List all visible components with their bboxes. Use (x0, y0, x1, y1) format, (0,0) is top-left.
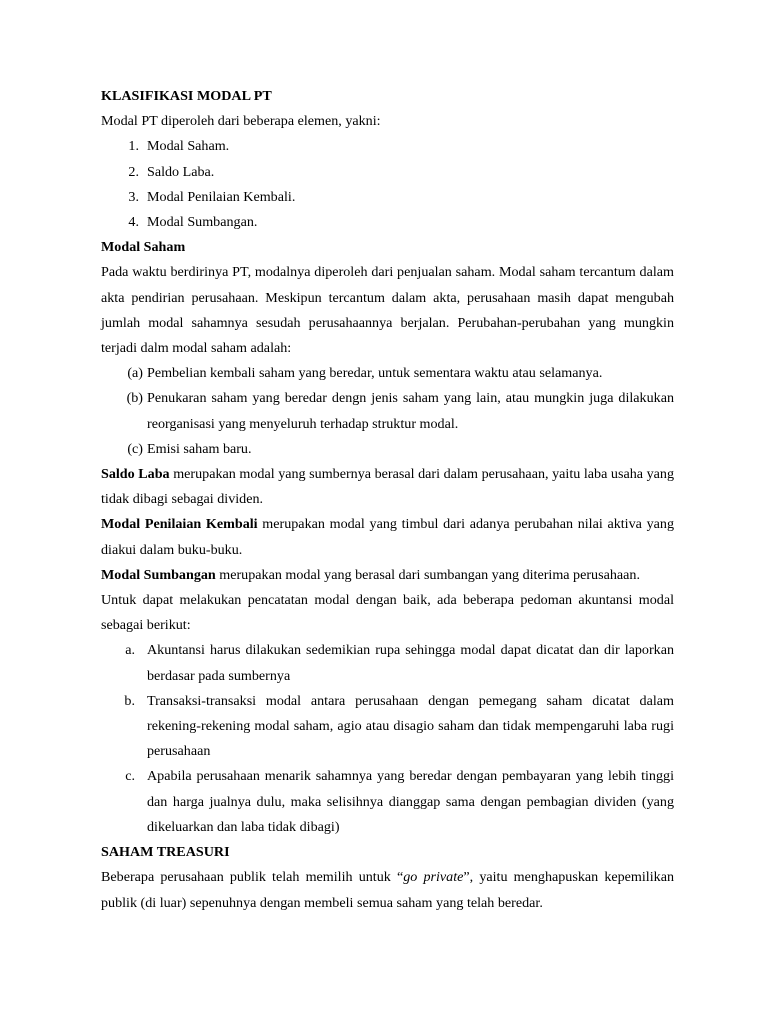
sumbangan-term: Modal Sumbangan (101, 566, 216, 583)
saldo-laba-text: merupakan modal yang sumbernya berasal dari dalam perusahaan, yaitu laba usaha yang tidak dibagi sebagai dividen. (101, 466, 674, 508)
changes-list (101, 361, 674, 462)
penilaian-kembali-text: merupakan modal yang timbul dari adanya perubahan nilai aktiva yang diakui dalam buku-buku. (101, 516, 674, 558)
list-item-text: Saldo Laba. (147, 163, 215, 180)
section-heading-saham-treasuri: SAHAM TREASURI (101, 844, 230, 861)
list-item-number: (a) (127, 365, 143, 382)
list-item-number: 2. (128, 163, 139, 180)
list-item-number: c. (125, 768, 135, 785)
list-item-text: Modal Sumbangan. (147, 214, 258, 231)
saham-treasuri-text-after: ”, yaitu menghapuskan kepemilikan publik (di luar) sepenuhnya dengan membeli semua saham yang telah beredar. (101, 869, 674, 911)
list-item-text: Modal Saham. (147, 138, 230, 155)
elements-list (101, 134, 674, 235)
pedoman-list (101, 638, 674, 840)
saldo-laba-paragraph (101, 462, 674, 512)
list-item-number: 1. (128, 138, 139, 155)
sumbangan-paragraph (101, 563, 674, 588)
saham-treasuri-paragraph (101, 865, 674, 915)
list-item (101, 185, 674, 210)
modal-saham-paragraph: Pada waktu berdirinya PT, modalnya diperoleh dari penjualan saham. Modal saham tercantum dalam akta pendirian perusahaan. Meskipun tercantum dalam akta, perusahaan masih dapat mengubah jumlah modal sahamnya sesudah perusahaannya berjalan. Perubahan-perubahan yang mungkin terjadi dalm modal saham adalah: (101, 264, 674, 357)
list-item-text: Modal Penilaian Kembali. (147, 188, 296, 205)
list-item-number: b. (124, 692, 135, 709)
list-item (101, 764, 674, 840)
list-item-text: Penukaran saham yang beredar dengn jenis saham yang lain, atau mungkin juga dilakukan reorganisasi yang menyeluruh terhadap struktur modal. (147, 390, 674, 432)
document-page (101, 84, 674, 916)
list-item (101, 689, 674, 765)
list-item (101, 437, 674, 462)
list-item-text: Pembelian kembali saham yang beredar, untuk sementara waktu atau selamanya. (147, 365, 603, 382)
saldo-laba-term: Saldo Laba (101, 466, 170, 483)
list-item-text: Transaksi-transaksi modal antara perusahaan dengan pemegang saham dicatat dalam rekening-rekening modal saham, agio atau disagio saham dan tidak mempengaruhi laba rugi perusahaan (147, 692, 674, 760)
list-item-number: a. (125, 642, 135, 659)
section-heading-modal-saham: Modal Saham (101, 239, 186, 256)
list-item (101, 638, 674, 688)
list-item-text: Akuntansi harus dilakukan sedemikian rupa sehingga modal dapat dicatat dan dir laporkan berdasar pada sumbernya (147, 642, 674, 684)
list-item-number: (b) (126, 390, 143, 407)
penilaian-kembali-term: Modal Penilaian Kembali (101, 516, 258, 533)
list-item-text: Emisi saham baru. (147, 440, 252, 457)
list-item (101, 361, 674, 386)
list-item (101, 210, 674, 235)
intro-text: Modal PT diperoleh dari beberapa elemen, yakni: (101, 113, 381, 130)
list-item (101, 160, 674, 185)
document-title: KLASIFIKASI MODAL PT (101, 88, 272, 104)
sumbangan-text: merupakan modal yang berasal dari sumbangan yang diterima perusahaan. (215, 566, 640, 583)
list-item-number: 3. (128, 188, 139, 205)
list-item (101, 134, 674, 159)
list-item (101, 386, 674, 436)
list-item-number: (c) (127, 440, 143, 457)
penilaian-kembali-paragraph (101, 512, 674, 562)
list-item-number: 4. (128, 214, 139, 231)
saham-treasuri-italic: go private (403, 869, 464, 886)
list-item-text: Apabila perusahaan menarik sahamnya yang beredar dengan pembayaran yang lebih tinggi dan harga jualnya dulu, maka selisihnya dianggap sama dengan pembagian dividen (yang dikeluarkan dan laba tidak dibagi) (147, 768, 674, 835)
saham-treasuri-text-before: Beberapa perusahaan publik telah memilih untuk “ (101, 869, 404, 886)
pedoman-intro: Untuk dapat melakukan pencatatan modal dengan baik, ada beberapa pedoman akuntansi modal sebagai berikut: (101, 592, 674, 634)
